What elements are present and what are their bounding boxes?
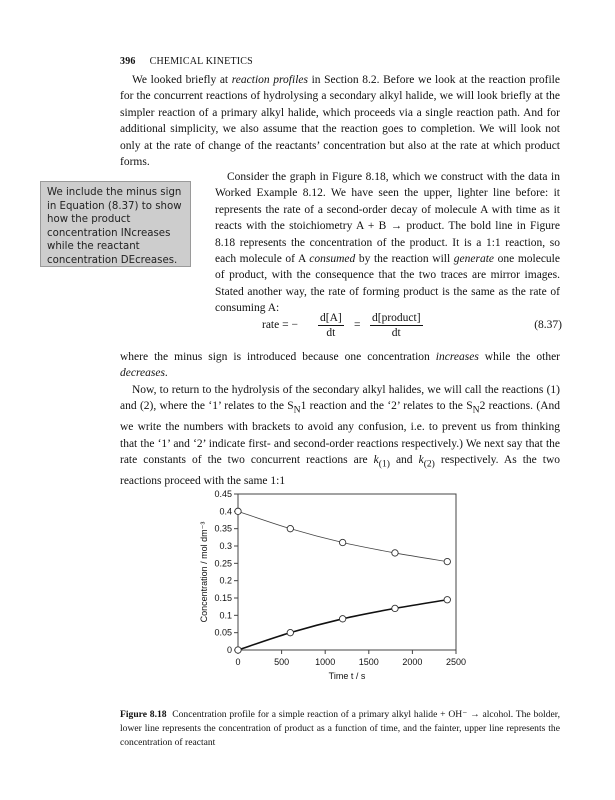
data-point-product [287, 629, 293, 635]
data-point-reactant [444, 558, 450, 564]
y-tick-label: 0.3 [219, 541, 232, 551]
data-point-reactant [287, 525, 293, 531]
y-axis-label: Concentration / mol dm⁻³ [199, 521, 209, 623]
page-number: 396 [120, 56, 136, 67]
y-tick-label: 0.15 [214, 593, 232, 603]
y-tick-label: 0.05 [214, 627, 232, 638]
plot-frame [238, 494, 456, 650]
y-tick-label: 0.45 [214, 489, 232, 499]
term-reaction-profiles: reaction profiles [231, 74, 308, 86]
equation-number: (8.37) [534, 319, 562, 331]
data-point-product [339, 616, 345, 622]
figure-caption [120, 708, 560, 750]
y-tick-label: 0.4 [219, 506, 232, 517]
y-tick-label: 0.35 [214, 523, 232, 534]
x-tick-label: 0 [235, 657, 241, 667]
paragraph-figure-intro: Consider the graph in Figure 8.18, which we construct with the data in Worked Example 8.12. We have seen the upper, lighter line before: it represents the rate of a second-order decay of molecule A with time as it reacts with the stoichiometry A + B → product. The bold line in Figure 8.18 represents the concentration of the product. It is a 1:1 reaction, so each molecule of A consumed by the reaction will generate one molecule of product, with the consequence that the two traces are mirror images. Stated another way, the rate of forming product is the same as the rate of consuming A: [215, 171, 560, 315]
x-axis-label: Time t / s [328, 671, 366, 681]
x-tick-label: 500 [274, 657, 290, 667]
margin-note: We include the minus sign in Equation (8.37) to show how the product concentration INcreases while the reactant concentration DEcreases. [40, 181, 191, 267]
series-line-product [238, 600, 447, 650]
equals-sign: = [354, 319, 361, 331]
caption-text: Concentration profile for a simple reaction of a primary alkyl halide + OH⁻ → alcohol. The bolder, lower line represents the concentration of product as a function of time, and the fainter, upper line represents the concentration of reactant [120, 709, 560, 748]
paragraph-secondary-halides: Now, to return to the hydrolysis of the secondary alkyl halides, we will call the reactions (1) and (2), where the ‘1’ relates to the $S_N1$ reaction and the ‘2’ relates to the $S_N2$ reactions. (And we write the numbers with brackets to avoid any confusion, i.e. to prevent us from thinking that the ‘1’ and ‘2’ indicate first- and second-order reactions respectively.) We next say that the rate constants of the two concurrent reactions are $k_{(1)}$ and $k_{(2)}$ respectively. As the two reactions proceed with the same 1:1 [120, 384, 561, 487]
fraction-dA-dt: $\frac{d[A]}{dt}$ [320, 312, 342, 339]
y-tick-label: 0.2 [219, 575, 232, 586]
running-title: CHEMICAL KINETICS [149, 56, 253, 67]
data-point-reactant [339, 539, 345, 545]
x-tick-label: 1000 [315, 657, 336, 667]
data-point-product [444, 597, 450, 603]
equation-lhs: rate = − [262, 319, 298, 331]
y-tick-label: 0.25 [214, 558, 232, 569]
x-tick-label: 2000 [402, 657, 423, 667]
y-tick-label: 0.1 [219, 610, 232, 621]
data-point-product [392, 605, 398, 611]
figure-label: Figure 8.18 [120, 709, 167, 720]
y-tick-label: 0 [226, 645, 232, 655]
series-line-reactant [238, 511, 447, 561]
data-point-product [235, 647, 241, 653]
data-point-reactant [235, 508, 241, 514]
x-tick-label: 2500 [445, 657, 467, 667]
x-tick-label: 1500 [358, 657, 379, 667]
data-point-reactant [392, 550, 398, 556]
paragraph-intro: We looked briefly at reaction profiles in Section 8.2. Before we look at the reaction profile for the concurrent reactions of hydrolysing a secondary alkyl halide, we will look briefly at the simpler reaction of a primary alkyl halide, which proceeds via a single reaction path. And for additional simplicity, we also assume that the reaction goes to completion. We will look not only at the rate of change of the reactants’ concentration but also at the rate at which product forms. [120, 74, 560, 169]
fraction-dproduct-dt: d[product] dt [372, 312, 421, 339]
paragraph-minus-sign: where the minus sign is introduced because one concentration increases while the other decreases. [120, 351, 560, 380]
